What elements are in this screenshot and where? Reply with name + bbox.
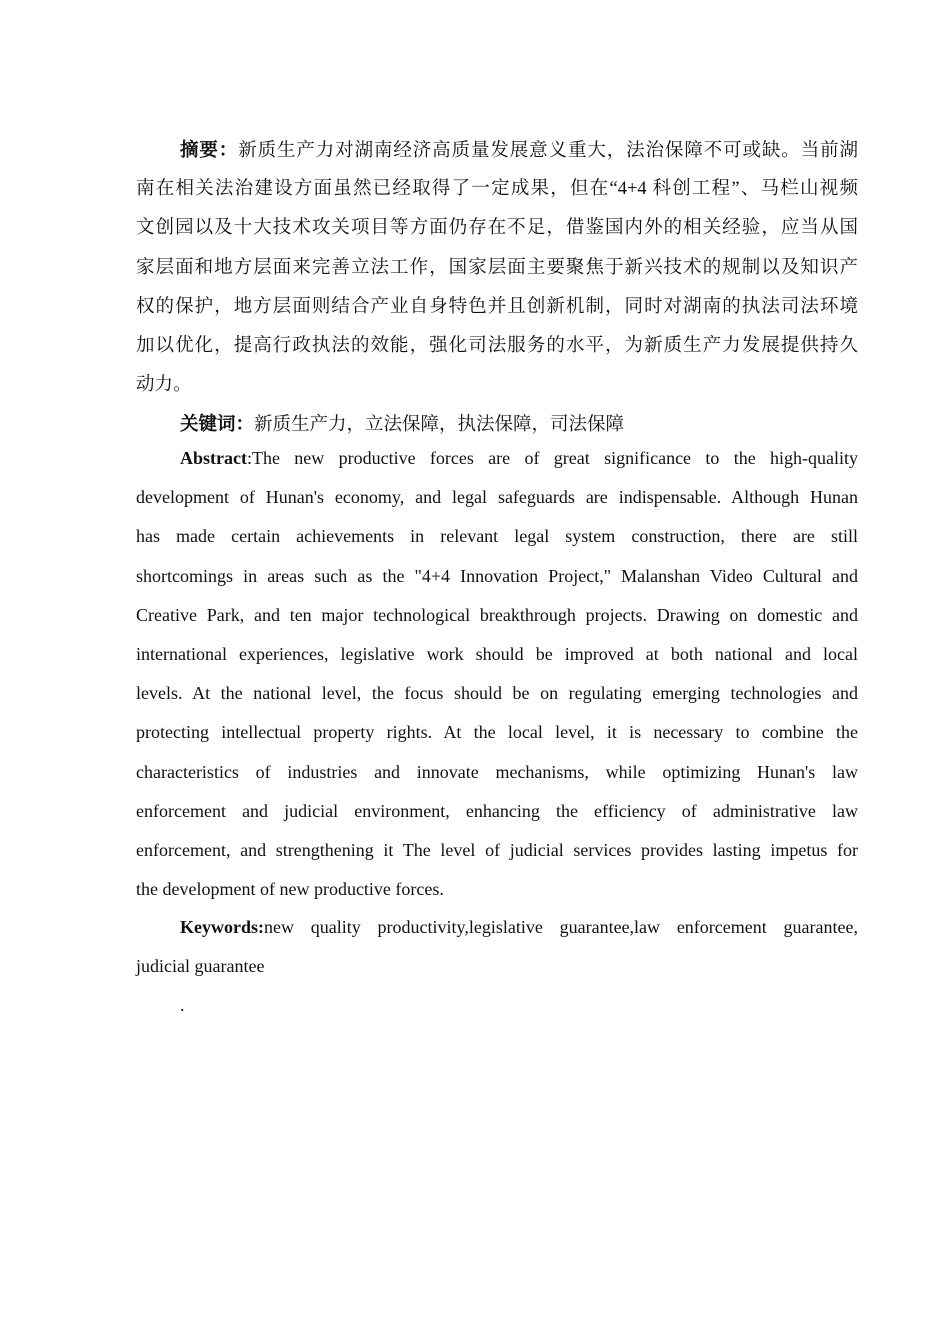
abstract-line: levels. At the national level, the focus should be on regulating emerging technologies and — [136, 683, 858, 704]
abstract-line: international experiences, legislative work should be improved at both national and local — [136, 643, 858, 664]
abstract-line: has made certain achievements in relevant legal system construction, there are still — [136, 526, 858, 547]
keywords-line: Keywords:new quality productivity,legislative guarantee,law enforcement guarantee, — [180, 917, 858, 937]
abstract-label: Abstract — [180, 448, 247, 468]
abstract-line: enforcement, and strengthening it The level of judicial services provides lasting impetus for — [136, 839, 858, 860]
keywords-label: Keywords: — [180, 917, 264, 937]
trailing-mark: . — [180, 995, 185, 1016]
abstract-line: 家层面和地方层面来完善立法工作，国家层面主要聚焦于新兴技术的规制以及知识产 — [136, 257, 858, 278]
english-abstract — [136, 439, 858, 909]
abstract-line: 南在相关法治建设方面虽然已经取得了一定成果，但在“4+4 科创工程”、马栏山视频 — [136, 179, 858, 200]
abstract-line: 权的保护，地方层面则结合产业自身特色并且创新机制，同时对湖南的执法司法环境 — [136, 296, 858, 317]
abstract-line: 摘要：新质生产力对湖南经济高质量发展意义重大，法治保障不可或缺。当前湖 — [180, 140, 858, 161]
abstract-line: shortcomings in areas such as the "4+4 Innovation Project," Malanshan Video Cultural and — [136, 565, 858, 586]
abstract-line: 动力。 — [136, 375, 192, 396]
abstract-line: 文创园以及十大技术攻关项目等方面仍存在不足，借鉴国内外的相关经验，应当从国 — [136, 218, 858, 239]
abstract-line: the development of new productive forces. — [136, 879, 444, 900]
abstract-line: Creative Park, and ten major technological breakthrough projects. Drawing on domestic and — [136, 604, 858, 625]
abstract-line: 加以优化，提高行政执法的效能，强化司法服务的水平，为新质生产力发展提供持久 — [136, 335, 858, 356]
abstract-line: development of Hunan's economy, and legal safeguards are indispensable. Although Hunan — [136, 487, 858, 508]
abstract-line: characteristics of industries and innovate mechanisms, while optimizing Hunan's law — [136, 761, 858, 782]
keywords-line: judicial guarantee — [136, 956, 265, 977]
abstract-line: protecting intellectual property rights. At the local level, it is necessary to combine the — [136, 722, 858, 743]
chinese-abstract — [136, 131, 858, 445]
english-keywords — [136, 908, 858, 1026]
abstract-label-zh: 摘要： — [180, 140, 239, 161]
keywords-label-zh: 关键词： — [180, 414, 255, 436]
abstract-line: Abstract:The new productive forces are of great significance to the high-quality — [180, 448, 858, 468]
abstract-line: enforcement and judicial environment, enhancing the efficiency of administrative law — [136, 800, 858, 821]
keywords-zh: 关键词：新质生产力，立法保障，执法保障，司法保障 — [180, 414, 625, 436]
